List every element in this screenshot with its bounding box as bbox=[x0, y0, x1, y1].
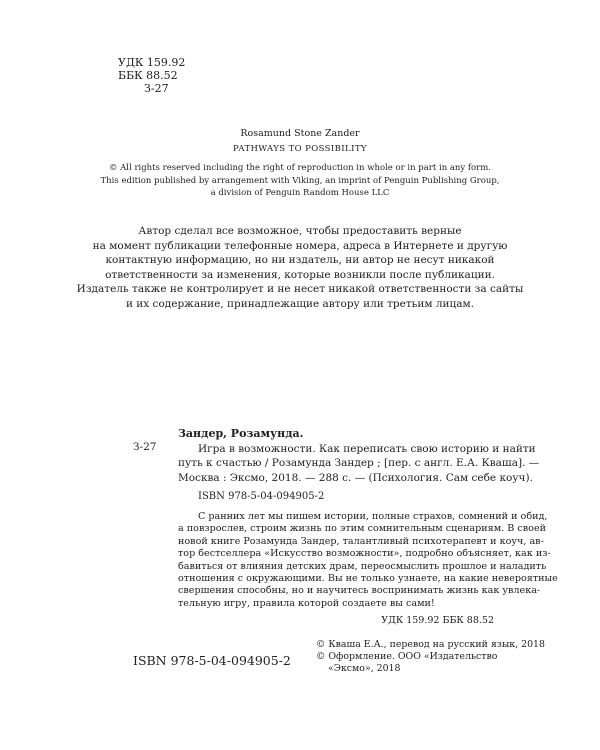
book-abstract bbox=[178, 510, 558, 610]
original-author: Rosamund Stone Zander bbox=[240, 128, 360, 139]
abstract-line: тор бестселлера «Искусство возможности», подробно объясняет, как из- bbox=[178, 548, 551, 560]
abstract-line: новой книге Розамунда Зандер, талантливый психотерапевт и коуч, ав- bbox=[178, 535, 544, 547]
notice-line: Издатель также не контролирует и не несет никакой ответственности за сайты bbox=[76, 283, 524, 296]
notice-line: и их содержание, принадлежащие автору или третьим лицам. bbox=[125, 297, 475, 310]
isbn-main: ISBN 978-5-04-094905-2 bbox=[133, 653, 291, 668]
udk-code: УДК 159.92 bbox=[381, 615, 440, 627]
catalog-record bbox=[178, 427, 558, 627]
copyright-line: © All rights reserved including the right of reproduction in whole or in part in any form. bbox=[108, 163, 492, 173]
abstract-line: отношения с окружающими. Вы не только узнаете, на какие невероятные bbox=[178, 573, 558, 584]
classification-block-top bbox=[118, 56, 185, 95]
abstract-line: бавиться от влияния детских драм, переосмыслить прошлое и наладить bbox=[178, 560, 547, 572]
notice-line: на момент публикации телефонные номера, адреса в Интернете и другую bbox=[92, 239, 508, 252]
copyright-line: © Кваша Е.А., перевод на русский язык, 2018 bbox=[316, 639, 545, 650]
notice-line: ответственности за изменения, которые возникли после публикации. bbox=[105, 268, 495, 281]
notice-line: контактную информацию, но ни издатель, ни автор не несут никакой bbox=[105, 254, 495, 267]
copyright-line: a division of Penguin Random House LLC bbox=[210, 188, 390, 198]
catalog-isbn: ISBN 978-5-04-094905-2 bbox=[198, 491, 325, 503]
original-copyright bbox=[0, 162, 600, 200]
catalog-line: Москва : Эксмо, 2018. — 288 с. — (Психология. Сам себе коуч). bbox=[178, 471, 533, 484]
udk-code: УДК 159.92 bbox=[118, 56, 186, 69]
notice-line: Автор сделал все возможное, чтобы предоставить верные bbox=[138, 225, 462, 237]
bbk-code: ББК 88.52 bbox=[442, 615, 494, 627]
original-title: PATHWAYS TO POSSIBILITY bbox=[233, 144, 367, 154]
abstract-line: С ранних лет мы пишем истории, полные страхов, сомнений и обид, bbox=[198, 510, 548, 522]
catalog-line: путь к счастью / Розамунда Зандер ; [пер. с англ. Е.А. Кваша]. — bbox=[178, 457, 540, 470]
catalog-line: Игра в возможности. Как переписать свою историю и найти bbox=[198, 442, 536, 455]
copyright-line: © Оформление. ООО «Издательство bbox=[316, 651, 498, 662]
bbk-code: ББК 88.52 bbox=[118, 69, 178, 82]
publisher-notice bbox=[0, 224, 600, 312]
copyright-line: This edition published by arrangement with Viking, an imprint of Penguin Publishing Group, bbox=[100, 175, 500, 186]
classification-block-bottom bbox=[178, 615, 518, 627]
abstract-line: а повзрослев, строим жизнь по этим сомнительным сценариям. В своей bbox=[178, 523, 547, 535]
abstract-line: свершения способны, но и научитесь воспринимать жизнь как увлека- bbox=[178, 585, 541, 597]
catalog-author-sign: З-27 bbox=[133, 441, 157, 453]
abstract-line: тельную игру, правила которой создаете вы сами! bbox=[178, 597, 435, 609]
copyright-line: «Эксмо», 2018 bbox=[328, 663, 401, 674]
author-sign-code: З-27 bbox=[144, 82, 169, 95]
catalog-heading: Зандер, Розамунда. bbox=[178, 427, 304, 440]
translation-copyright bbox=[316, 639, 545, 675]
